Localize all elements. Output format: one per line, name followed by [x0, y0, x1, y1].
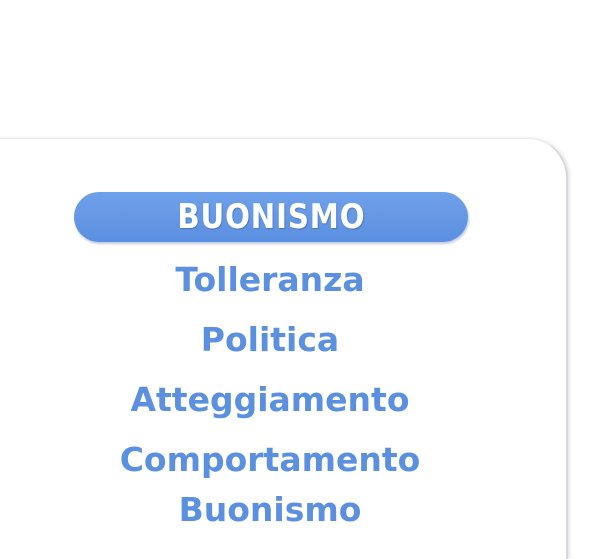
term-atteggiamento: Atteggiamento [130, 380, 410, 419]
header-banner [74, 192, 468, 242]
term-politica: Politica [200, 320, 340, 359]
term-comportamento: Comportamento [119, 440, 421, 479]
term-tolleranza: Tolleranza [175, 260, 365, 299]
term-partial: Buonismo [178, 490, 362, 529]
header-title: BUONISMO [176, 197, 366, 237]
